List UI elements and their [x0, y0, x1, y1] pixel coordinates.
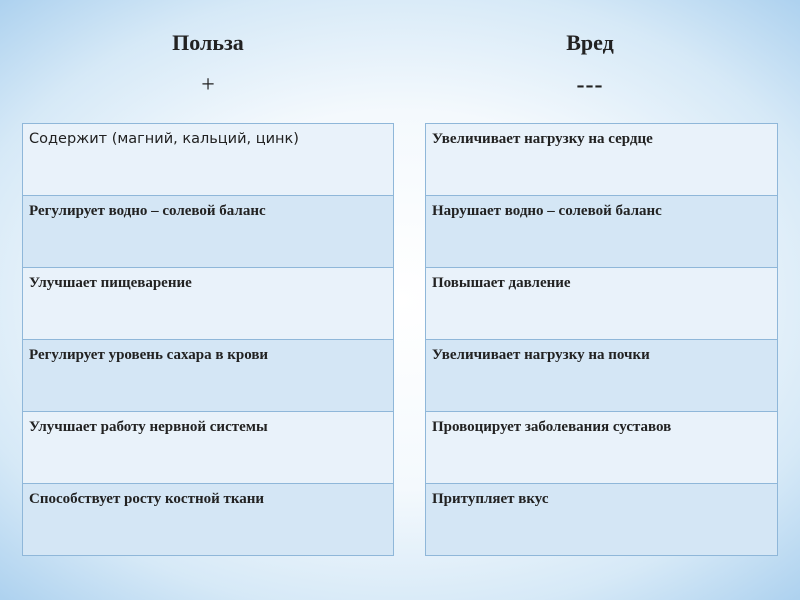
table-row	[426, 484, 778, 556]
benefit-title: Польза	[172, 30, 244, 55]
harm-cell: Увеличивает нагрузку на сердце	[426, 124, 778, 196]
benefit-heading	[158, 30, 258, 99]
table-row	[426, 196, 778, 268]
benefit-cell: Улучшает пищеварение	[23, 268, 394, 340]
harm-title: Вред	[566, 30, 614, 55]
table-row	[23, 268, 394, 340]
benefit-cell: Способствует росту костной ткани	[23, 484, 394, 556]
table-row	[426, 124, 778, 196]
harm-heading	[540, 30, 640, 99]
table-row	[426, 340, 778, 412]
benefit-cell: Регулирует уровень сахара в крови	[23, 340, 394, 412]
benefit-cell: Улучшает работу нервной системы	[23, 412, 394, 484]
table-row	[426, 412, 778, 484]
harm-cell: Повышает давление	[426, 268, 778, 340]
benefit-cell: Регулирует водно – солевой баланс	[23, 196, 394, 268]
table-row	[23, 484, 394, 556]
harm-cell: Нарушает водно – солевой баланс	[426, 196, 778, 268]
table-row	[426, 268, 778, 340]
table-row	[23, 124, 394, 196]
table-row	[23, 340, 394, 412]
harm-table	[425, 123, 778, 556]
benefit-cell: Содержит (магний, кальций, цинк)	[23, 124, 394, 196]
harm-cell: Увеличивает нагрузку на почки	[426, 340, 778, 412]
harm-cell: Провоцирует заболевания суставов	[426, 412, 778, 484]
harm-symbol: ---	[576, 72, 604, 98]
table-row	[23, 412, 394, 484]
harm-cell: Притупляет вкус	[426, 484, 778, 556]
table-row	[23, 196, 394, 268]
benefit-table	[22, 123, 394, 556]
benefit-symbol: +	[201, 72, 215, 98]
